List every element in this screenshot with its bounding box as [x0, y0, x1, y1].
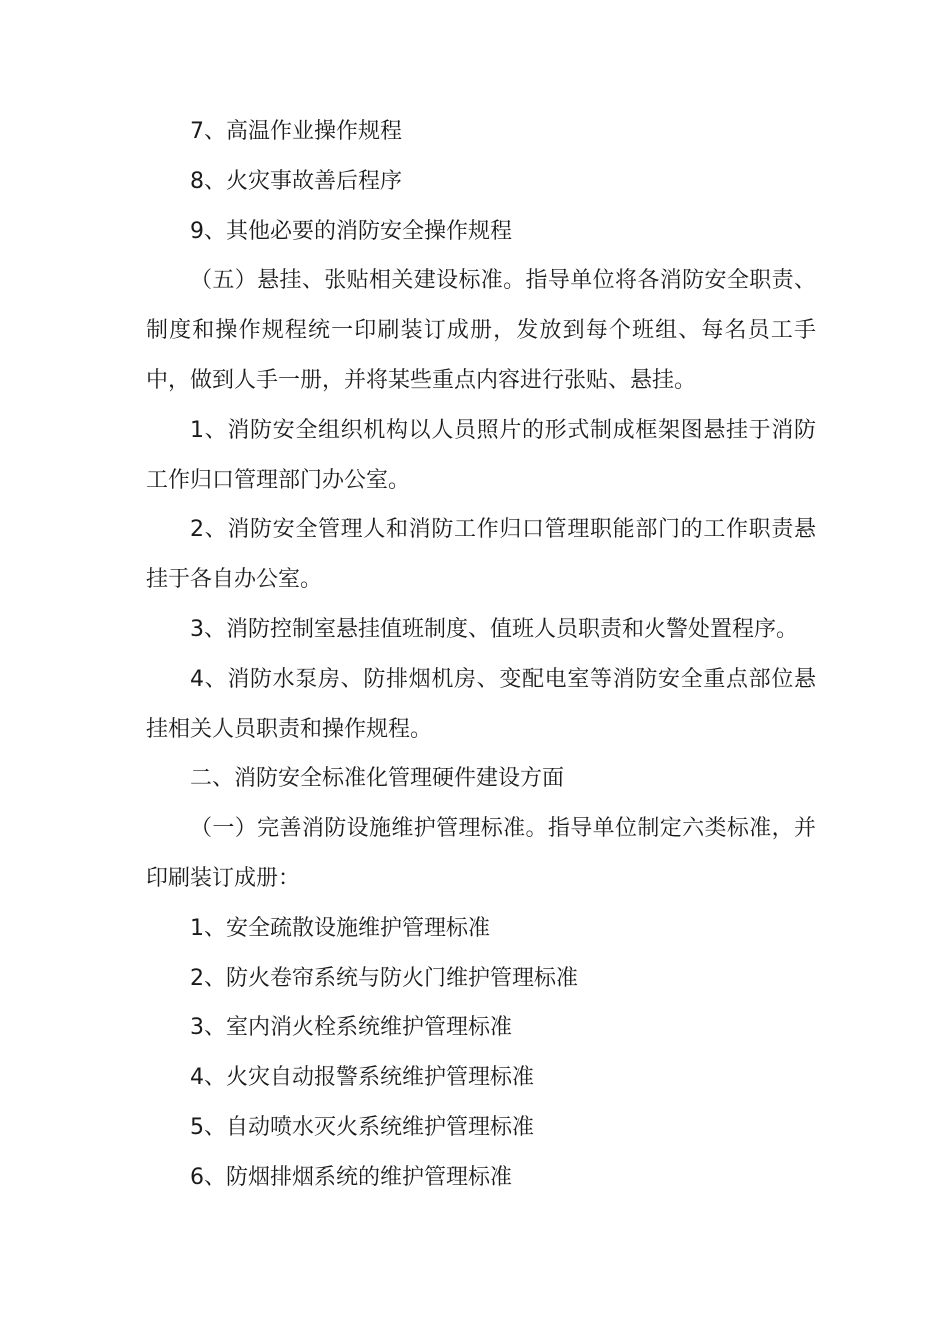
- list-item: 2、消防安全管理人和消防工作归口管理职能部门的工作职责悬挂于各自办公室。: [146, 517, 816, 593]
- list-item: 1、安全疏散设施维护管理标准: [190, 915, 490, 941]
- list-item: 1、消防安全组织机构以人员照片的形式制成框架图悬挂于消防工作归口管理部门办公室。: [146, 417, 816, 493]
- section-paragraph: （一）完善消防设施维护管理标准。指导单位制定六类标准，并印刷装订成册：: [146, 816, 816, 891]
- list-item: 4、消防水泵房、防排烟机房、变配电室等消防安全重点部位悬挂相关人员职责和操作规程。: [146, 666, 816, 742]
- list-item: 7、高温作业操作规程: [190, 119, 402, 144]
- list-item: 6、防烟排烟系统的维护管理标准: [190, 1164, 512, 1190]
- list-item: 9、其他必要的消防安全操作规程: [190, 218, 512, 244]
- list-item: 2、防火卷帘系统与防火门维护管理标准: [190, 965, 578, 991]
- list-item: 4、火灾自动报警系统维护管理标准: [190, 1065, 534, 1091]
- list-item: 8、火灾事故善后程序: [190, 168, 402, 194]
- section-paragraph: （五）悬挂、张贴相关建设标准。指导单位将各消防安全职责、制度和操作规程统一印刷装订成册，发放到每个班组、每名员工手中，做到人手一册，并将某些重点内容进行张贴、悬挂。: [146, 268, 816, 393]
- list-item: 3、室内消火栓系统维护管理标准: [190, 1015, 512, 1041]
- list-item: 3、消防控制室悬挂值班制度、值班人员职责和火警处置程序。: [190, 616, 798, 642]
- list-item: 5、自动喷水灭火系统维护管理标准: [190, 1114, 534, 1140]
- section-heading: 二、消防安全标准化管理硬件建设方面: [190, 766, 565, 792]
- document-body: [146, 107, 816, 1203]
